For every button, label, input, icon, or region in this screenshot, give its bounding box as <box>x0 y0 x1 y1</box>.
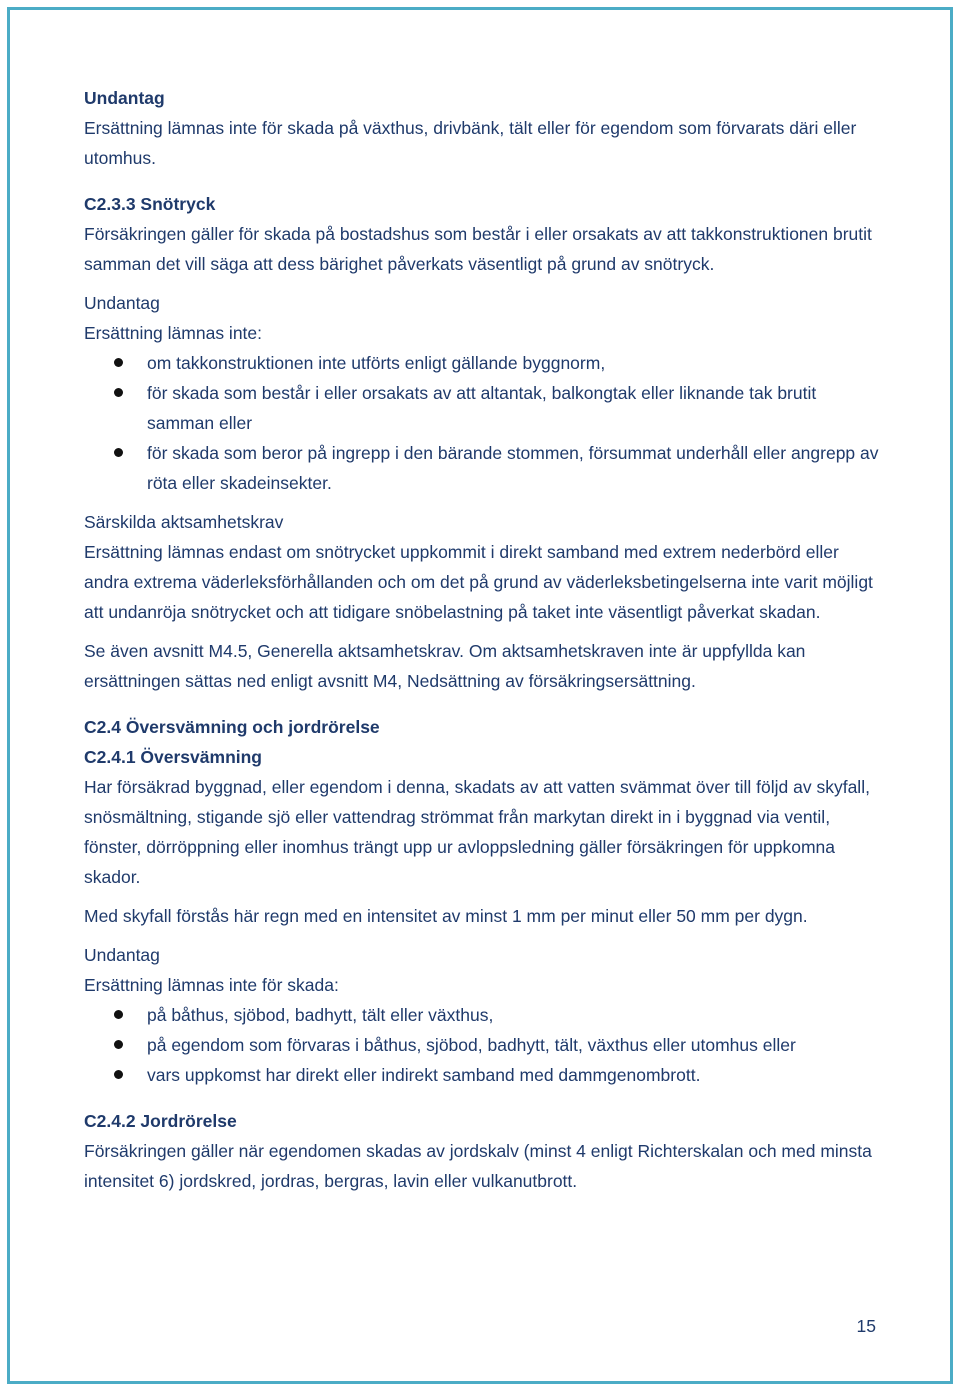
undantag-heading-3: Undantag <box>84 945 160 965</box>
undantag-heading-2: Undantag <box>84 293 160 313</box>
list-item: på båthus, sjöbod, badhytt, tält eller växthus, <box>84 1000 884 1030</box>
undantag-list-2 <box>84 348 884 498</box>
jordrorelse-heading: C2.4.2 Jordrörelse <box>84 1111 237 1131</box>
list-item: för skada som består i eller orsakats av att altantak, balkongtak eller liknande tak brutit samman eller <box>84 378 884 438</box>
list-item: vars uppkomst har direkt eller indirekt samband med dammgenombrott. <box>84 1060 884 1090</box>
aktsamhetskrav-text: Ersättning lämnas endast om snötrycket uppkommit i direkt samband med extrem nederbörd eller andra extrema väderleksförhållanden och om det på grund av väderleksbetingelserna inte varit möjligt att undanröja snötrycket och att tidigare snöbelastning på taket inte väsentligt påverkat skadan. <box>84 542 873 622</box>
list-item: för skada som beror på ingrepp i den bärande stommen, försummat underhåll eller angrepp av röta eller skadeinsekter. <box>84 438 884 498</box>
oversvamning-heading: C2.4.1 Översvämning <box>84 747 262 767</box>
document-body <box>84 83 884 1196</box>
undantag-text-1: Ersättning lämnas inte för skada på växthus, drivbänk, tält eller för egendom som förvarats däri eller utomhus. <box>84 118 857 168</box>
list-item: om takkonstruktionen inte utförts enligt gällande byggnorm, <box>84 348 884 378</box>
aktsamhetskrav-heading: Särskilda aktsamhetskrav <box>84 512 284 532</box>
undantag-intro-2: Ersättning lämnas inte: <box>84 323 263 343</box>
oversvamning-jordrorelse-heading: C2.4 Översvämning och jordrörelse <box>84 717 380 737</box>
snotryck-text: Försäkringen gäller för skada på bostadshus som består i eller orsakats av att takkonstruktionen brutit samman det vill säga att dess bärighet påverkats väsentligt på grund av snötryck. <box>84 224 872 274</box>
jordrorelse-text: Försäkringen gäller när egendomen skadas av jordskalv (minst 4 enligt Richterskalan och med minsta intensitet 6) jordskred, jordras, bergras, lavin eller vulkanutbrott. <box>84 1141 872 1191</box>
aktsamhetskrav-reference: Se även avsnitt M4.5, Generella aktsamhetskrav. Om aktsamhetskraven inte är uppfyllda kan ersättningen sättas ned enligt avsnitt M4, Nedsättning av försäkringsersättning. <box>84 641 806 691</box>
snotryck-heading: C2.3.3 Snötryck <box>84 194 216 214</box>
oversvamning-text: Har försäkrad byggnad, eller egendom i denna, skadats av att vatten svämmat över till följd av skyfall, snösmältning, stigande sjö eller vattendrag strömmat från markytan direkt in i byggnad via ventil, fönster, dörröppning eller inomhus trängt upp ur avloppsledning gäller försäkringen för uppkomna skador. <box>84 777 870 887</box>
undantag-heading-1: Undantag <box>84 88 165 108</box>
undantag-list-3 <box>84 1000 884 1090</box>
list-item: på egendom som förvaras i båthus, sjöbod, badhytt, tält, växthus eller utomhus eller <box>84 1030 884 1060</box>
undantag-intro-3: Ersättning lämnas inte för skada: <box>84 975 339 995</box>
page-number: 15 <box>856 1316 876 1336</box>
skyfall-definition: Med skyfall förstås här regn med en intensitet av minst 1 mm per minut eller 50 mm per dygn. <box>84 906 808 926</box>
